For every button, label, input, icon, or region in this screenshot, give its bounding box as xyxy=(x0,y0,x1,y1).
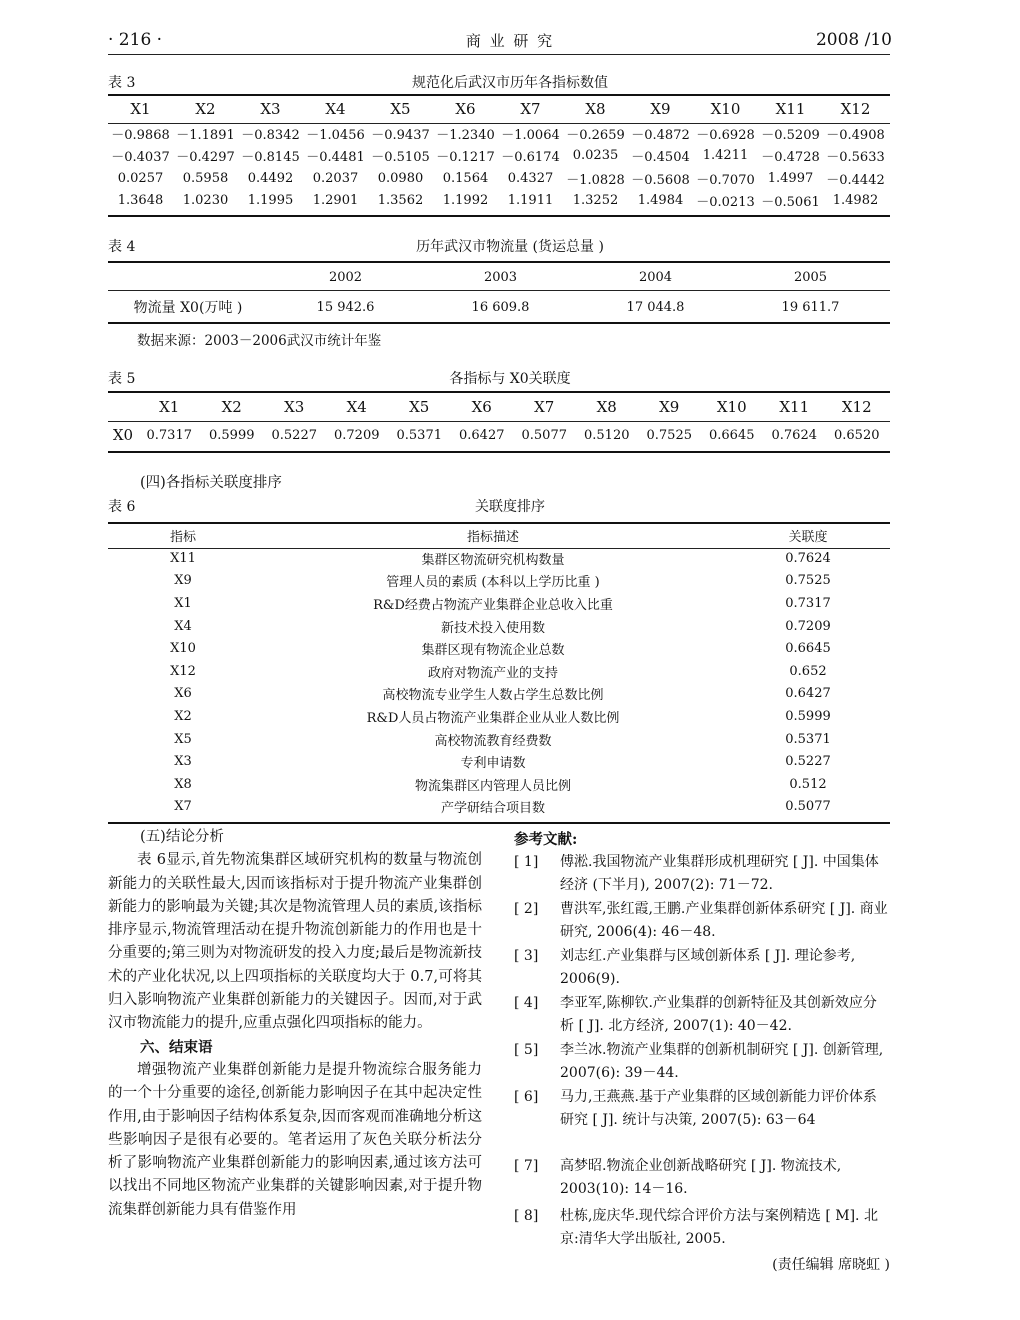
table-cell: －0.5209 xyxy=(761,127,820,143)
table-cell: X7 xyxy=(174,799,192,815)
table-cell: 0.512 xyxy=(789,776,827,792)
editor-note: (责任编辑 席晓虹 ) xyxy=(772,1257,890,1273)
table-cell: －0.9437 xyxy=(371,127,430,143)
table-cell: 0.7624 xyxy=(771,427,817,443)
table5-caption: 各指标与 X0关联度 xyxy=(449,371,571,387)
section4-title: (四)各指标关联度排序 xyxy=(140,475,282,491)
table-row xyxy=(108,796,888,819)
table-cell: －0.5105 xyxy=(371,150,430,166)
table5-col: X3 xyxy=(284,398,305,416)
table-cell: X12 xyxy=(170,663,196,679)
table-cell: －0.4908 xyxy=(826,127,885,143)
table-cell: 0.6645 xyxy=(709,427,755,443)
table-cell: R&D人员占物流产业集群企业从业人数比例 xyxy=(366,710,620,726)
table-cell: 1.1911 xyxy=(507,193,554,209)
table3-col: X9 xyxy=(650,100,671,118)
table-cell: －0.4442 xyxy=(826,172,885,188)
table6-label: 表 6 xyxy=(108,499,136,515)
table-cell: －0.4481 xyxy=(306,150,365,166)
table-cell: 0.5999 xyxy=(209,427,255,443)
table-cell: 0.5227 xyxy=(785,754,831,770)
reference-item xyxy=(514,1039,890,1086)
table-cell: 1.0230 xyxy=(182,193,229,209)
reference-item xyxy=(514,1205,890,1252)
table-cell: X5 xyxy=(174,731,192,747)
table-cell: －0.7070 xyxy=(696,172,755,188)
section5-title: (五)结论分析 xyxy=(140,829,224,845)
table6-header-row xyxy=(108,523,888,547)
section6-paragraph: 增强物流产业集群创新能力是提升物流综合服务能力的一个十分重要的途径,创新能力影响因子在其中起决定性作用,由于影响因子结构体系复杂,因而客观而准确地分析这些影响因子是很有必要的。笔者运用了灰色关联分析法分析了影响物流产业集群创新能力的影响因素,通过该方法可以找出不同地区物流产业集群的关键影响因素,对于提升物流集群创新能力具有借鉴作用 xyxy=(108,1061,482,1218)
table-cell: －0.6174 xyxy=(501,150,560,166)
table-cell: 0.6520 xyxy=(834,427,880,443)
table6 xyxy=(108,523,888,818)
table3-header-rule xyxy=(108,123,890,124)
table5-col: X2 xyxy=(221,398,242,416)
table3-header-row xyxy=(108,96,888,122)
section6-title: 六、结束语 xyxy=(140,1038,213,1056)
table-cell: －1.0456 xyxy=(306,127,365,143)
table3-col: X5 xyxy=(390,100,411,118)
table3-col: X12 xyxy=(840,100,871,118)
table-cell: －0.4872 xyxy=(631,127,690,143)
table-cell: 高校物流专业学生人数占学生总数比例 xyxy=(382,688,604,704)
table-cell: －0.4504 xyxy=(631,150,690,166)
table-row xyxy=(108,122,888,145)
table-cell: 0.5077 xyxy=(785,799,831,815)
table-cell: 1.3252 xyxy=(572,193,619,209)
table5-mid-rule xyxy=(108,421,890,422)
table3-caption: 规范化后武汉市历年各指标数值 xyxy=(412,75,608,91)
table-cell: －0.4728 xyxy=(761,150,820,166)
table-cell: 0.7209 xyxy=(334,427,380,443)
table-cell: 0.1564 xyxy=(442,170,489,186)
table4-row-label: 物流量 X0(万吨 ) xyxy=(133,300,243,316)
reference-item xyxy=(514,1155,890,1202)
reference-number: [ 8] xyxy=(514,1208,539,1224)
table-cell: X9 xyxy=(174,573,192,589)
table5-col: X7 xyxy=(534,398,555,416)
left-column xyxy=(108,826,482,1222)
page-number: · 216 · xyxy=(108,30,163,50)
table6-header: 关联度 xyxy=(788,529,828,545)
table4-year: 2005 xyxy=(793,269,828,285)
table3-col: X11 xyxy=(775,100,806,118)
table3-col: X2 xyxy=(195,100,216,118)
table-cell: －1.0064 xyxy=(501,127,560,143)
table-cell: 产学研结合项目数 xyxy=(440,801,545,817)
table-cell: 1.1992 xyxy=(442,193,489,209)
table-cell: 0.5371 xyxy=(785,731,831,747)
reference-text: 李兰冰.物流产业集群的创新机制研究 [ J]. 创新管理, 2007(6): 39－44. xyxy=(560,1042,884,1082)
table6-header: 指标描述 xyxy=(466,529,519,545)
table4-caption: 历年武汉市物流量 (货运总量 ) xyxy=(416,239,604,255)
table5-col: X8 xyxy=(596,398,617,416)
reference-number: [ 5] xyxy=(514,1042,539,1058)
table-cell: 集群区物流研究机构数量 xyxy=(421,552,565,568)
reference-item xyxy=(514,1086,890,1133)
table-cell: 0.5958 xyxy=(182,170,229,186)
table-cell: X11 xyxy=(170,550,196,566)
table3 xyxy=(108,96,888,212)
table-cell: 0.0257 xyxy=(117,170,164,186)
table-cell: 0.5077 xyxy=(521,427,567,443)
table-cell: 0.652 xyxy=(789,663,827,679)
table4-mid-rule xyxy=(108,290,890,291)
table5-row-label: X0 xyxy=(112,426,134,444)
table-cell: －1.2340 xyxy=(436,127,495,143)
table6-header: 指标 xyxy=(169,529,196,545)
table3-label: 表 3 xyxy=(108,75,136,91)
table-cell: 管理人员的素质 (本科以上学历比重 ) xyxy=(386,575,600,591)
table-cell: 物流集群区内管理人员比例 xyxy=(414,778,571,794)
table5-col: X9 xyxy=(659,398,680,416)
table-row xyxy=(108,705,888,728)
table-cell: X8 xyxy=(174,776,192,792)
table-cell: 19 611.7 xyxy=(781,299,840,315)
section5-body xyxy=(108,849,482,1035)
table-cell: 1.4984 xyxy=(637,193,684,209)
table-row xyxy=(108,728,888,751)
reference-text: 曹洪军,张红霞,王鹏.产业集群创新体系研究 [ J]. 商业研究, 2006(4): 46－48. xyxy=(560,901,888,941)
table-cell: 0.6427 xyxy=(459,427,505,443)
table-cell: －0.4297 xyxy=(176,150,235,166)
table5-header-row xyxy=(108,393,888,421)
table-row xyxy=(108,547,888,570)
table5-col: X12 xyxy=(841,398,872,416)
table5-col: X5 xyxy=(409,398,430,416)
table-cell: －0.5061 xyxy=(761,195,820,211)
table5-col: X11 xyxy=(779,398,810,416)
table-cell: 0.7624 xyxy=(785,550,831,566)
table-cell: 15 942.6 xyxy=(316,299,375,315)
table-row xyxy=(108,167,888,190)
references-title: 参考文献: xyxy=(514,831,578,848)
table-cell: 0.6645 xyxy=(785,641,831,657)
table4-source: 数据来源：2003－2006武汉市统计年鉴 xyxy=(137,333,382,349)
journal-name: 商 业 研 究 xyxy=(465,32,555,50)
table-cell: 1.3562 xyxy=(377,193,424,209)
reference-text: 高梦昭.物流企业创新战略研究 [ J]. 物流技术, 2003(10): 14－16. xyxy=(560,1158,842,1198)
reference-number: [ 2] xyxy=(514,901,539,917)
table-cell: X6 xyxy=(174,686,192,702)
table-cell: －0.4037 xyxy=(111,150,170,166)
table-cell: 0.7317 xyxy=(785,595,831,611)
table-row xyxy=(108,750,888,773)
table-cell: 1.4211 xyxy=(702,148,749,164)
table-cell: 0.7209 xyxy=(785,618,831,634)
table-cell: －0.6928 xyxy=(696,127,755,143)
table-row xyxy=(108,773,888,796)
table-cell: 0.7525 xyxy=(785,573,831,589)
table-cell: 1.1995 xyxy=(247,193,294,209)
table-row xyxy=(108,615,888,638)
table4-bottom-rule xyxy=(108,322,890,324)
table4 xyxy=(108,262,888,322)
table-cell: 0.0235 xyxy=(572,148,619,164)
reference-item xyxy=(514,851,890,898)
reference-item xyxy=(514,945,890,992)
reference-text: 傅淞.我国物流产业集群形成机理研究 [ J]. 中国集体经济 (下半月), 2007(2): 71－72. xyxy=(560,854,879,894)
table-cell: 0.5999 xyxy=(785,708,831,724)
reference-number: [ 4] xyxy=(514,995,539,1011)
table-cell: 1.2901 xyxy=(312,193,359,209)
table3-bottom-rule xyxy=(108,215,890,217)
section6-body xyxy=(108,1059,482,1222)
table-cell: －0.1217 xyxy=(436,150,495,166)
table3-col: X6 xyxy=(455,100,476,118)
table4-header-row xyxy=(108,262,888,292)
table-cell: －0.5608 xyxy=(631,172,690,188)
table5-col: X6 xyxy=(471,398,492,416)
reference-text: 李亚军,陈柳钦.产业集群的创新特征及其创新效应分析 [ J]. 北方经济, 2007(1): 40－42. xyxy=(560,995,877,1035)
table3-col: X4 xyxy=(325,100,346,118)
table3-col: X1 xyxy=(130,100,151,118)
table3-col: X3 xyxy=(260,100,281,118)
table-cell: 专利申请数 xyxy=(460,756,526,772)
table6-bottom-rule xyxy=(108,822,890,824)
table-cell: －0.8342 xyxy=(241,127,300,143)
table6-caption: 关联度排序 xyxy=(475,499,545,515)
table6-header-rule xyxy=(108,548,890,549)
reference-text: 马力,王燕燕.基于产业集群的区域创新能力评价体系研究 [ J]. 统计与决策, 2007(5): 63－64 xyxy=(560,1089,877,1129)
table-cell: X2 xyxy=(174,708,192,724)
table-cell: －0.0213 xyxy=(696,195,755,211)
table-row xyxy=(108,592,888,615)
table4-label: 表 4 xyxy=(108,239,136,255)
table-cell: －0.9868 xyxy=(111,127,170,143)
table3-col: X7 xyxy=(520,100,541,118)
table-cell: －0.2659 xyxy=(566,127,625,143)
table-cell: 17 044.8 xyxy=(626,299,685,315)
header-rule xyxy=(108,54,890,55)
table-row xyxy=(108,190,888,213)
table-row xyxy=(108,660,888,683)
reference-text: 杜栋,庞庆华.现代综合评价方法与案例精选 [ M]. 北京:清华大学出版社, 2005. xyxy=(560,1208,878,1248)
table-cell: X4 xyxy=(174,618,192,634)
table-cell: 1.3648 xyxy=(117,193,164,209)
table-cell: 新技术投入使用数 xyxy=(440,620,545,636)
table3-col: X8 xyxy=(585,100,606,118)
table-cell: 0.0980 xyxy=(377,170,424,186)
table-cell: R&D经费占物流产业集群企业总收入比重 xyxy=(373,597,613,613)
table4-year: 2002 xyxy=(328,269,363,285)
table-row xyxy=(108,683,888,706)
table-cell: 0.6427 xyxy=(785,686,831,702)
reference-item xyxy=(514,992,890,1039)
table4-year: 2004 xyxy=(638,269,673,285)
table-cell: X10 xyxy=(170,641,196,657)
reference-number: [ 7] xyxy=(514,1158,539,1174)
table-cell: 0.5120 xyxy=(584,427,630,443)
table-row xyxy=(108,421,888,449)
table-row xyxy=(108,145,888,168)
table-cell: 0.5227 xyxy=(271,427,317,443)
table-row xyxy=(108,570,888,593)
table-cell: 高校物流教育经费数 xyxy=(434,733,552,749)
reference-text: 刘志红.产业集群与区域创新体系 [ J]. 理论参考, 2006(9). xyxy=(560,948,856,988)
section5-paragraph: 表 6显示,首先物流集群区域研究机构的数量与物流创新能力的关联性最大,因而该指标对于提升物流产业集群创新能力的影响最为关键;其次是物流管理人员的素质,该指标排序显示,物流管理活动在提升物流创新能力的作用也是十分重要的;第三则为对物流研发的投入力度;最后是物流新技术的产业化状况,以上四项指标的关联度均大于 0.7,可将其归入影响物流产业集群创新能力的关键因子。因而,对于武汉市物流能力的提升,应重点强化四项指标的能力。 xyxy=(108,852,482,1032)
table5-col: X4 xyxy=(346,398,367,416)
table-cell: 0.2037 xyxy=(312,170,359,186)
table-cell: 0.4327 xyxy=(507,170,554,186)
table5-col: X10 xyxy=(716,398,747,416)
issue-number: 2008 /10 xyxy=(815,30,892,50)
table-cell: X1 xyxy=(174,595,192,611)
table-cell: －1.1891 xyxy=(176,127,235,143)
table4-year: 2003 xyxy=(483,269,518,285)
reference-number: [ 3] xyxy=(514,948,539,964)
table-row xyxy=(108,637,888,660)
table-row xyxy=(108,292,888,322)
table-cell: 0.7317 xyxy=(146,427,192,443)
table5-label: 表 5 xyxy=(108,371,136,387)
table-cell: －0.8145 xyxy=(241,150,300,166)
table-cell: 16 609.8 xyxy=(471,299,530,315)
table-cell: 集群区现有物流企业总数 xyxy=(421,643,565,659)
table-cell: 1.4982 xyxy=(832,193,879,209)
table-cell: 政府对物流产业的支持 xyxy=(427,665,558,681)
table5-bottom-rule xyxy=(108,451,890,453)
reference-number: [ 1] xyxy=(514,854,539,870)
table-cell: 1.4997 xyxy=(767,170,814,186)
table-cell: 0.5371 xyxy=(396,427,442,443)
table-cell: －1.0828 xyxy=(566,172,625,188)
table-cell: X3 xyxy=(174,754,192,770)
table-cell: －0.5633 xyxy=(826,150,885,166)
table5-col: X1 xyxy=(159,398,180,416)
table3-col: X10 xyxy=(710,100,741,118)
reference-number: [ 6] xyxy=(514,1089,539,1105)
reference-item xyxy=(514,898,890,945)
table-cell: 0.4492 xyxy=(247,170,294,186)
table-cell: 0.7525 xyxy=(646,427,692,443)
